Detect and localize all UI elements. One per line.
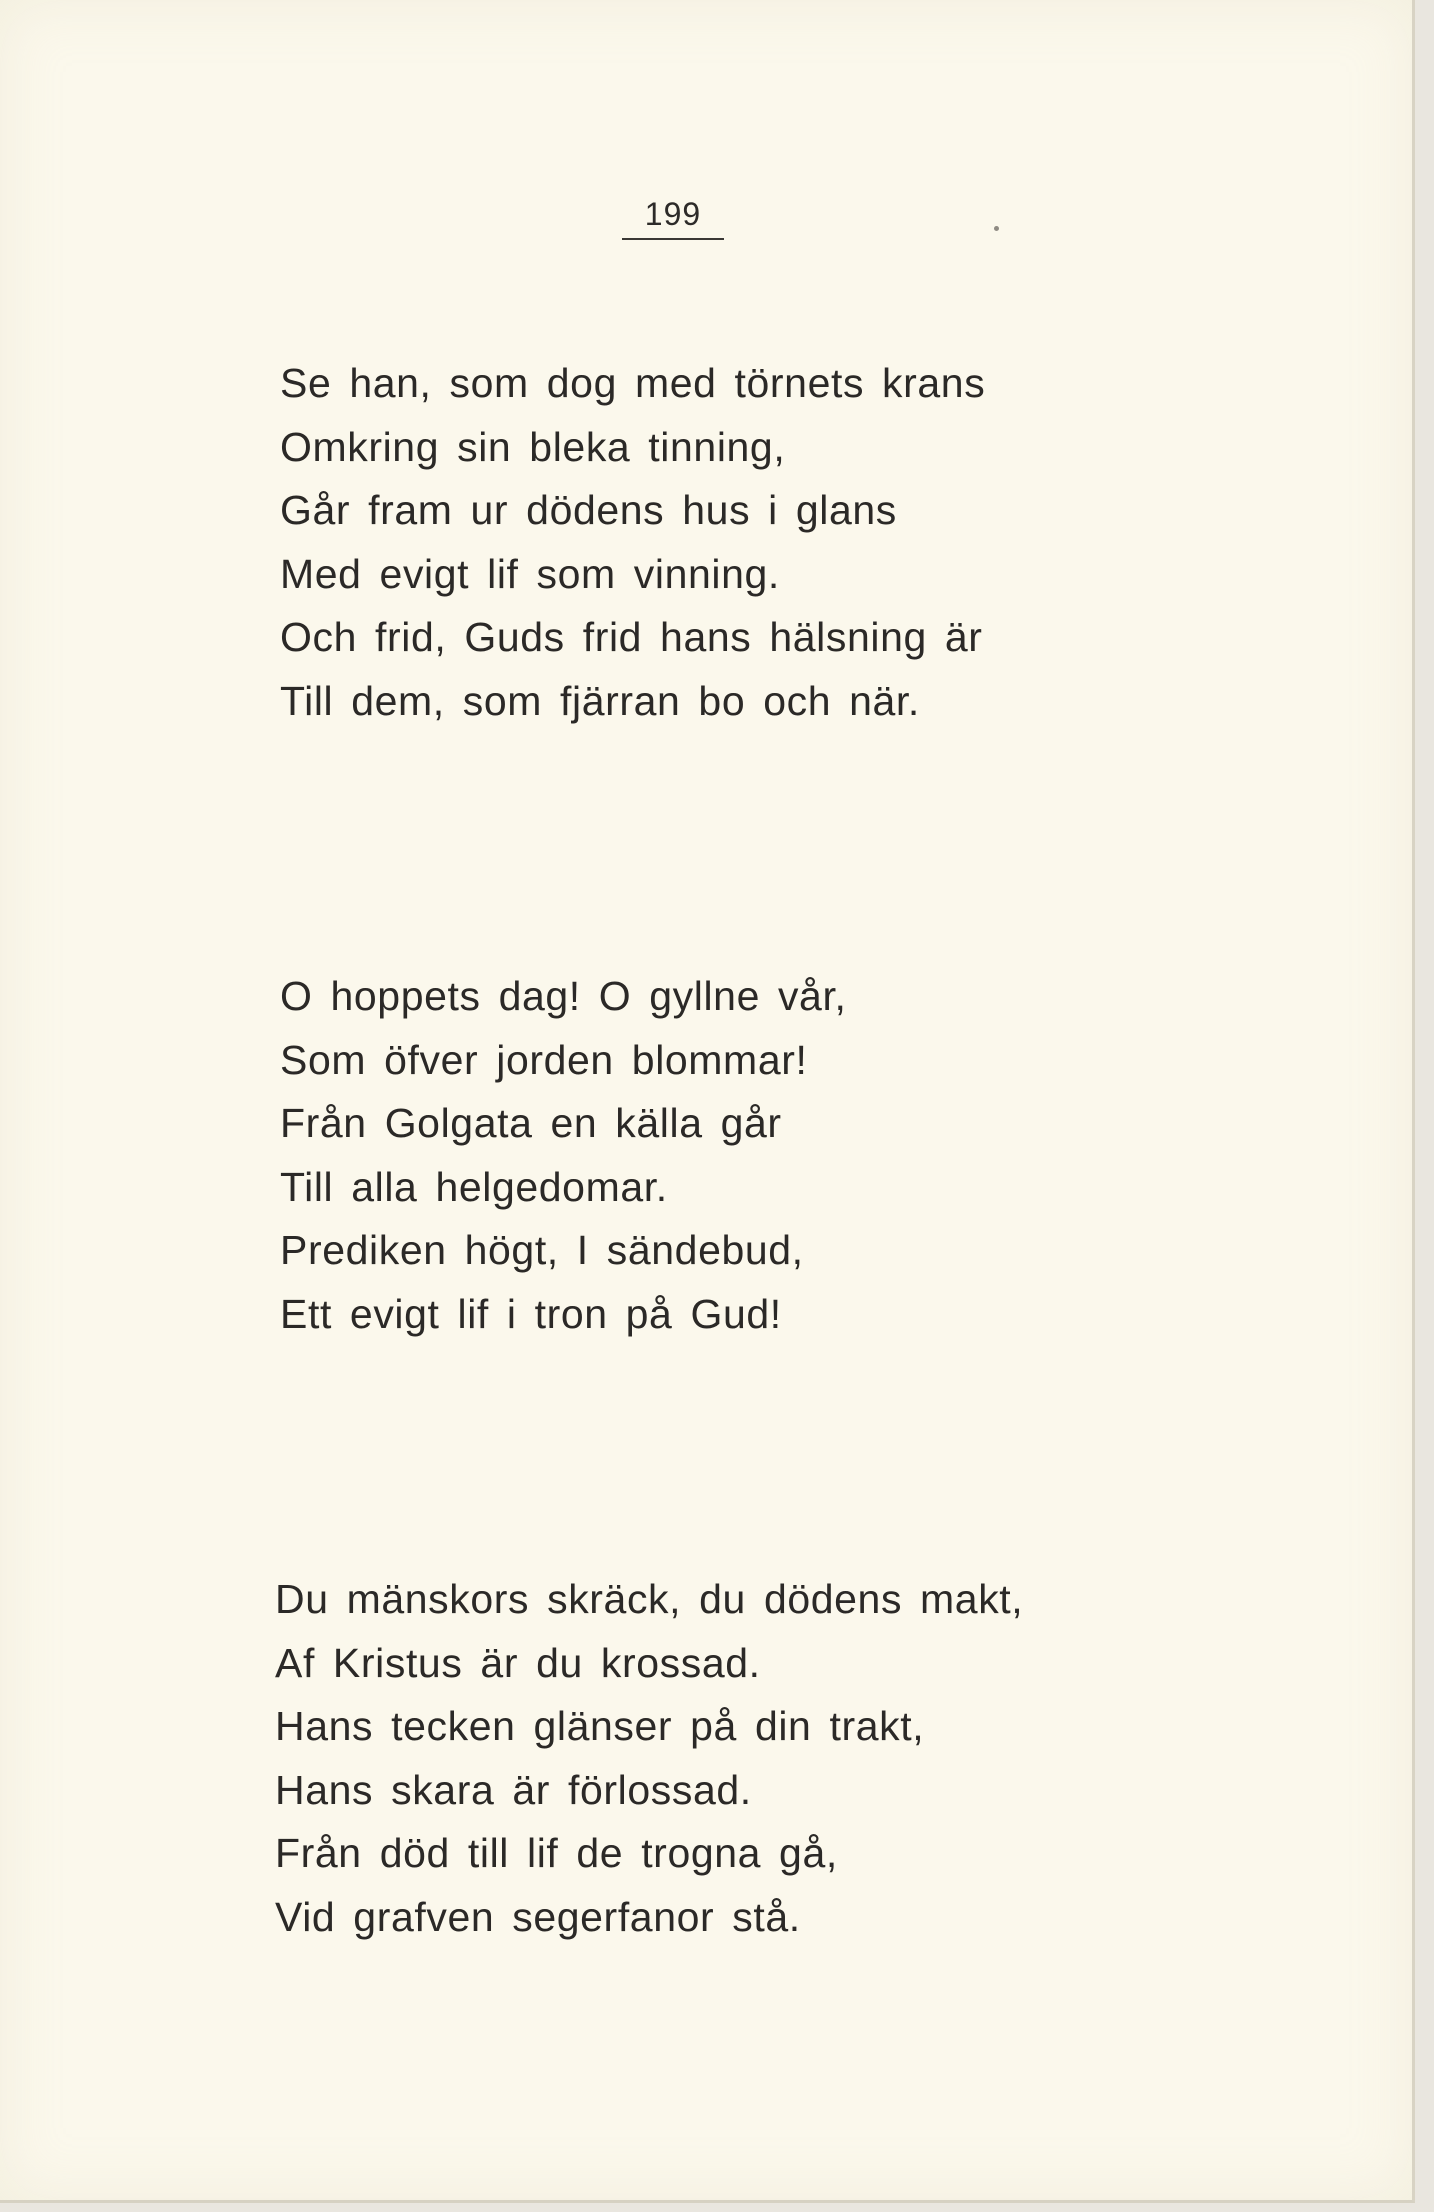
verse-line: Se han, som dog med törnets krans <box>280 360 986 406</box>
verse-line: Med evigt lif som vinning. <box>280 550 780 597</box>
verse-line: Vid grafven segerfanor stå. <box>275 1893 801 1940</box>
verse-line: Hans skara är förlossad. <box>275 1766 752 1813</box>
page-number-underline <box>622 238 724 240</box>
verse-line: O hoppets dag! O gyllne vår, <box>280 973 847 1019</box>
stanza-1 <box>280 352 1140 733</box>
verse-line: Till dem, som fjärran bo och när. <box>280 677 920 724</box>
verse-line: Går fram ur dödens hus i glans <box>280 487 897 533</box>
stanza-2 <box>280 965 1140 1346</box>
verse-line: Af Kristus är du krossad. <box>275 1639 761 1686</box>
verse-line: Hans tecken glänser på din trakt, <box>275 1703 925 1749</box>
verse-line: Ett evigt lif i tron på Gud! <box>280 1290 782 1337</box>
page-header <box>622 198 724 240</box>
verse-line: Från död till lif de trogna gå, <box>275 1830 838 1876</box>
verse-line: Till alla helgedomar. <box>280 1163 668 1210</box>
verse-line: Du mänskors skräck, du dödens makt, <box>275 1576 1024 1622</box>
verse-line: Prediken högt, I sändebud, <box>280 1227 804 1273</box>
stanza-3 <box>275 1568 1135 1949</box>
verse-line: Omkring sin bleka tinning, <box>280 423 786 470</box>
verse-line: Från Golgata en källa går <box>280 1100 782 1146</box>
page-speck <box>994 226 999 231</box>
verse-line: Och frid, Guds frid hans hälsning är <box>280 614 983 660</box>
page-number: 199 <box>644 196 702 232</box>
verse-line: Som öfver jorden blommar! <box>280 1036 808 1083</box>
